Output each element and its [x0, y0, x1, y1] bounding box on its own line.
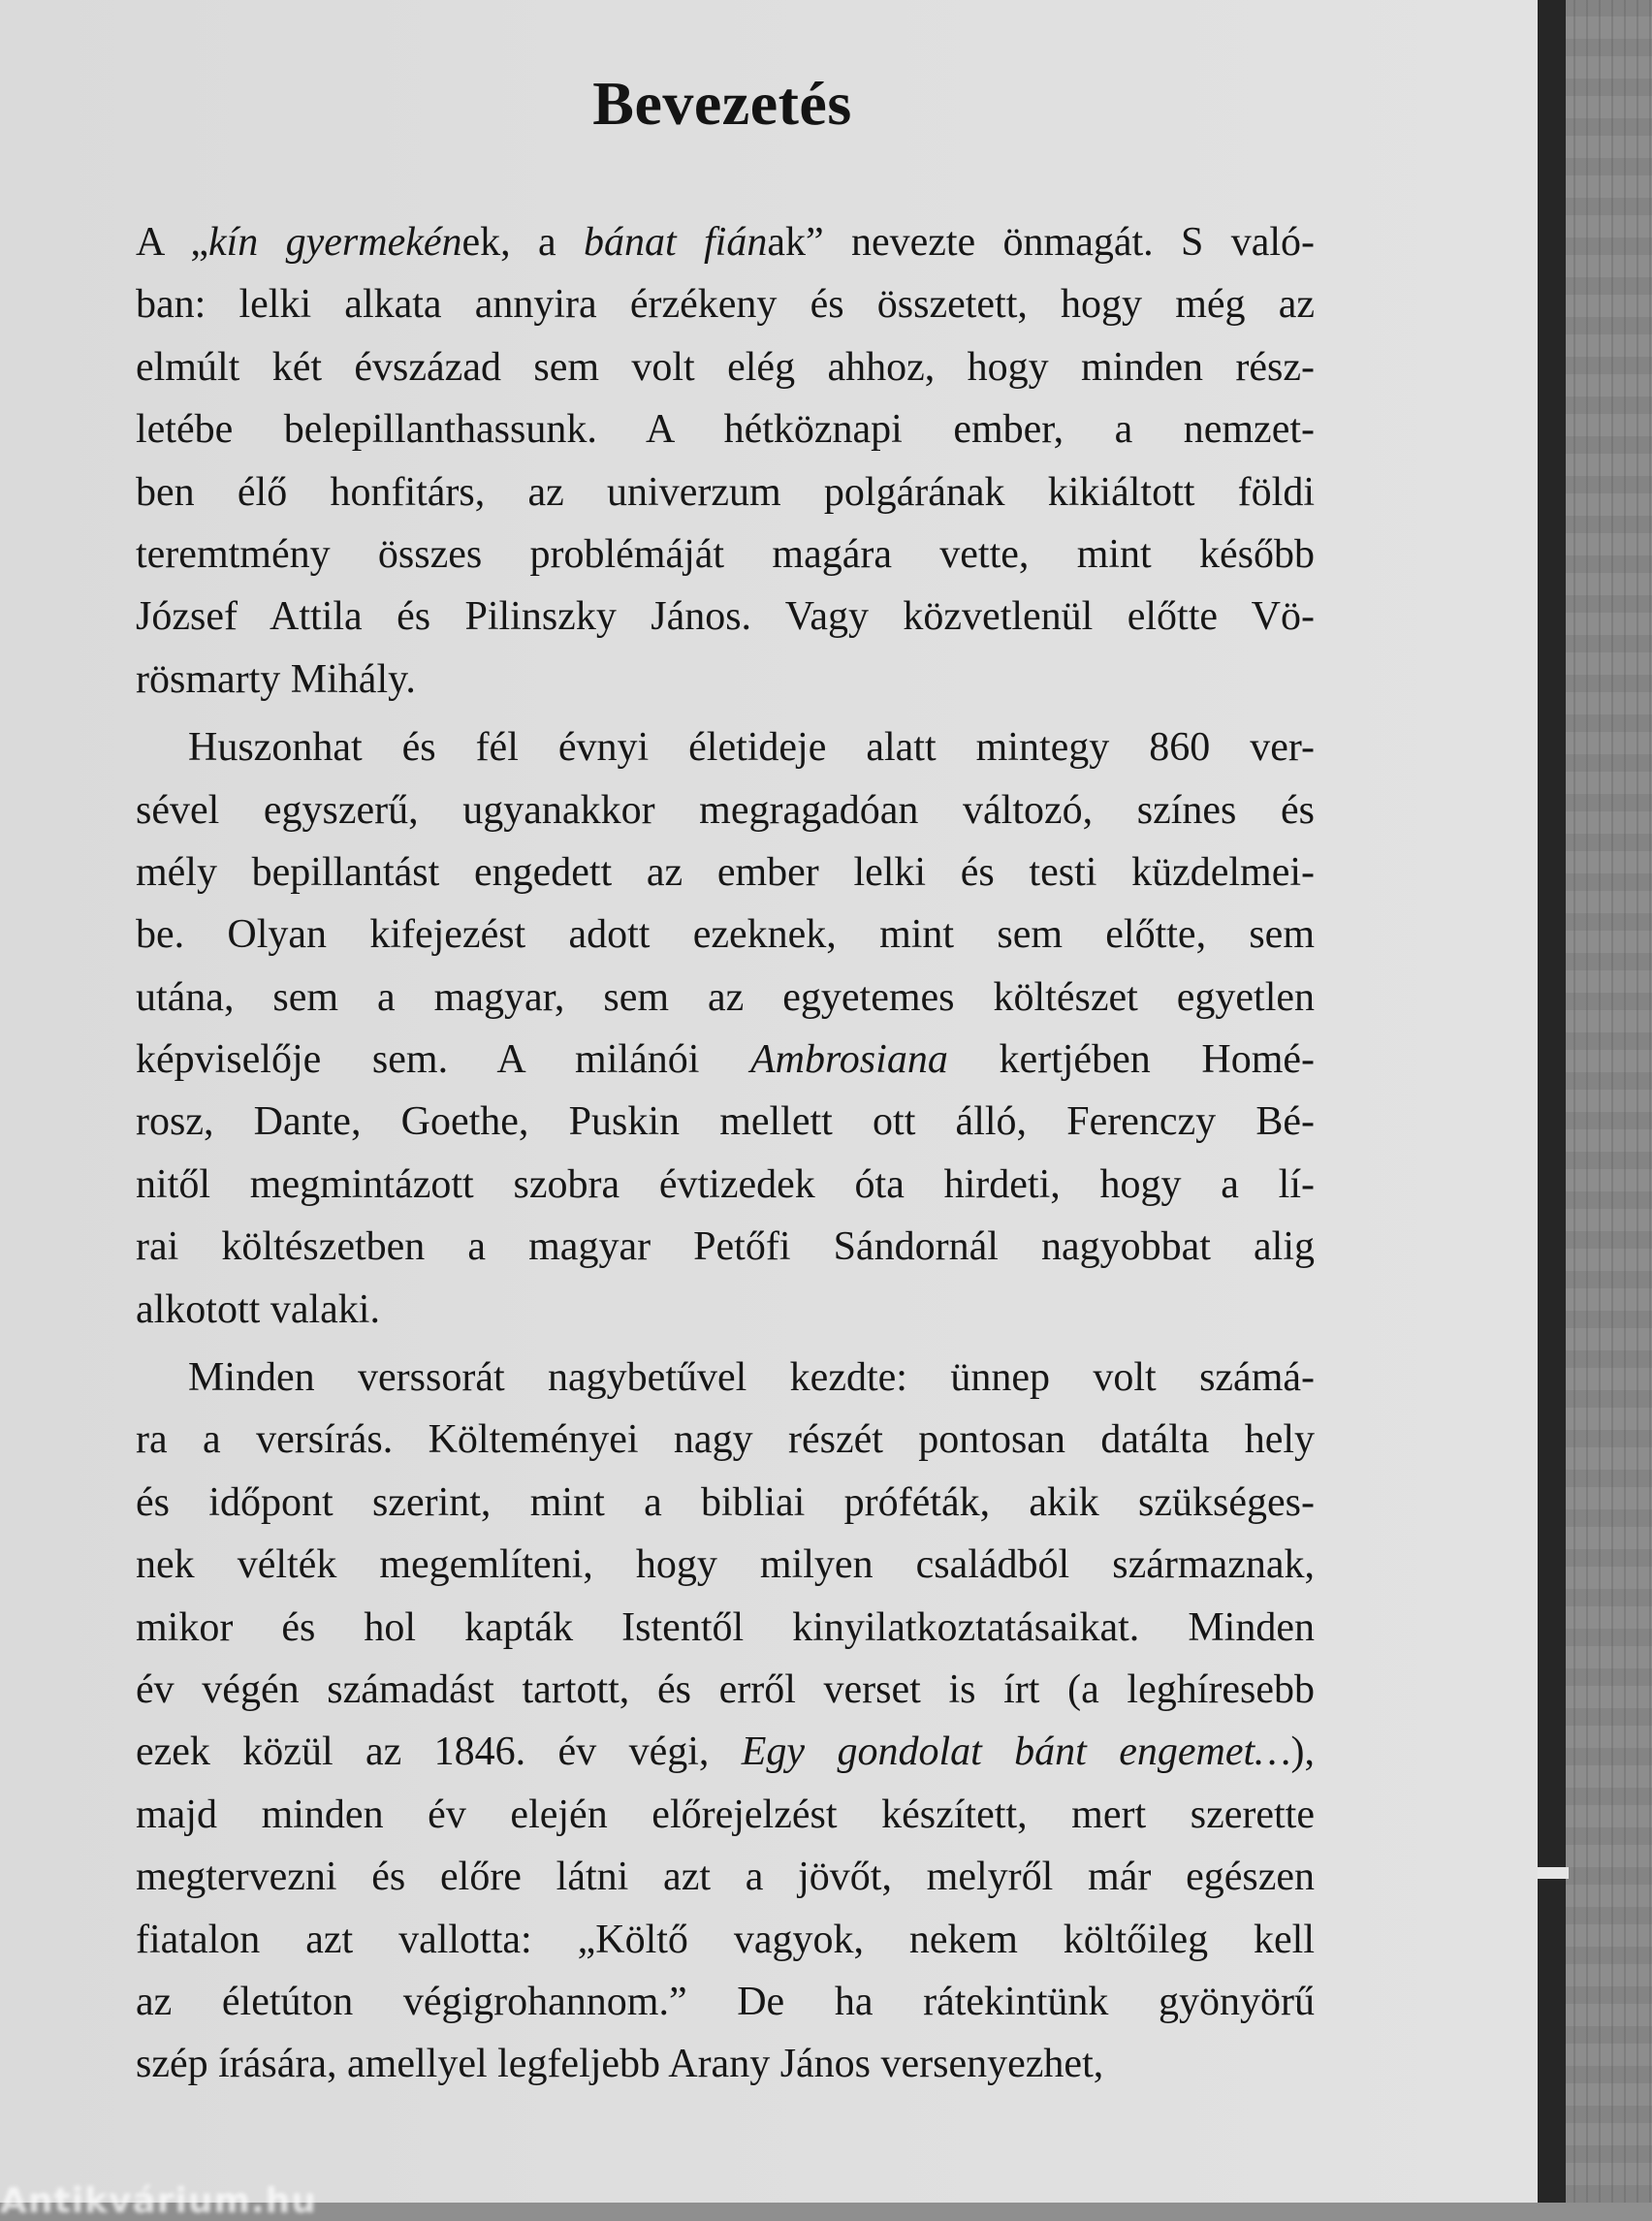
- text-run: rai költészetben a magyar Petőfi Sándornál nagyobbat alig: [136, 1224, 1315, 1270]
- text-run: mély bepillantást engedett az ember lelki és testi küzdelmei-: [136, 849, 1315, 895]
- text-run: rösmarty Mihály.: [136, 656, 416, 702]
- text-line: [136, 1909, 1315, 1971]
- text-run: letébe belepillanthassunk. A hétköznapi ember, a nemzet-: [136, 407, 1315, 453]
- text-line: [136, 524, 1315, 586]
- text-line: [136, 1091, 1315, 1153]
- text-run: képviselője sem. A milánói: [136, 1037, 751, 1083]
- text-line: [136, 1846, 1315, 1908]
- text-run: ezek közül az 1846. év végi,: [136, 1729, 742, 1775]
- text-run: ben élő honfitárs, az univerzum polgárának kikiáltott földi: [136, 469, 1315, 515]
- chapter-title: Bevezetés: [592, 69, 852, 138]
- text-run: József Attila és Pilinszky János. Vagy közvetlenül előtte Vö-: [136, 594, 1315, 640]
- text-run: szép írására, amellyel legfeljebb Arany János versenyezhet,: [136, 2042, 1104, 2087]
- text-line: [136, 461, 1315, 524]
- text-line: [136, 1472, 1315, 1534]
- text-run: sével egyszerű, ugyanakkor megragadóan változó, színes és: [136, 787, 1315, 833]
- italic-text: Ambrosiana: [750, 1037, 948, 1083]
- text-line: [136, 1216, 1315, 1278]
- text-run: megtervezni és előre látni azt a jövőt, melyről már egészen: [136, 1855, 1315, 1900]
- italic-text: kín gyermekén: [208, 220, 462, 265]
- text-line: [136, 841, 1315, 904]
- text-run: be. Olyan kifejezést adott ezeknek, mint sem előtte, sem: [136, 912, 1315, 958]
- text-line: [136, 1279, 1315, 1341]
- text-line: [136, 1154, 1315, 1216]
- text-run: alkotott valaki.: [136, 1286, 380, 1332]
- paragraph: [136, 1347, 1315, 2096]
- text-line: [136, 1784, 1315, 1846]
- text-run: ra a versírás. Költeményei nagy részét pontosan datálta hely: [136, 1417, 1315, 1463]
- text-run: kertjében Homé-: [947, 1037, 1315, 1083]
- text-line: [136, 1534, 1315, 1596]
- italic-text: Egy gondolat bánt engemet…: [741, 1729, 1291, 1775]
- text-line: [136, 904, 1315, 966]
- text-line: [136, 1721, 1315, 1783]
- text-line: [136, 273, 1315, 335]
- text-line: [136, 1029, 1315, 1091]
- paragraph: [136, 211, 1315, 711]
- text-line: [136, 2033, 1315, 2095]
- text-run: Minden verssorát nagybetűvel kezdte: ünnep volt számá-: [188, 1355, 1315, 1401]
- text-run: utána, sem a magyar, sem az egyetemes költészet egyetlen: [136, 974, 1315, 1020]
- text-run: év végén számadást tartott, és erről verset is írt (a leghíresebb: [136, 1666, 1315, 1712]
- text-line: [136, 779, 1315, 841]
- text-line: [136, 1659, 1315, 1721]
- text-line: [136, 1347, 1315, 1409]
- text-run: A „: [136, 220, 208, 265]
- text-run: ak” nevezte önmagát. S való-: [767, 220, 1315, 265]
- background-surface: [1561, 0, 1652, 2203]
- text-line: [136, 336, 1315, 398]
- text-run: ),: [1290, 1729, 1315, 1775]
- text-line: [136, 211, 1315, 273]
- cover-edge-notch: [1537, 1867, 1569, 1879]
- text-run: ban: lelki alkata annyira érzékeny és összetett, hogy még az: [136, 282, 1315, 328]
- body-text: [136, 211, 1315, 2096]
- text-run: nitől megmintázott szobra évtizedek óta hirdeti, hogy a lí-: [136, 1161, 1315, 1207]
- text-run: majd minden év elején előrejelzést készített, mert szerette: [136, 1792, 1315, 1837]
- text-run: és időpont szerint, mint a bibliai próféták, akik szükséges-: [136, 1479, 1315, 1525]
- text-run: az életúton végigrohannom.” De ha rátekintünk gyönyörű: [136, 1979, 1315, 2024]
- text-line: [136, 716, 1315, 778]
- text-line: [136, 649, 1315, 711]
- text-run: elmúlt két évszázad sem volt elég ahhoz, hogy minden rész-: [136, 344, 1315, 390]
- text-run: rosz, Dante, Goethe, Puskin mellett ott álló, Ferenczy Bé-: [136, 1099, 1315, 1145]
- text-line: [136, 1971, 1315, 2033]
- text-line: [136, 1597, 1315, 1659]
- text-run: Huszonhat és fél évnyi életideje alatt mintegy 860 ver-: [188, 725, 1315, 771]
- text-run: teremtmény összes problémáját magára vette, mint később: [136, 531, 1315, 577]
- text-line: [136, 586, 1315, 648]
- paragraph: [136, 716, 1315, 1341]
- text-line: [136, 967, 1315, 1029]
- watermark: Antikvárium.hu: [0, 2181, 317, 2221]
- text-run: ek, a: [461, 220, 584, 265]
- text-run: nek vélték megemlíteni, hogy milyen családból származnak,: [136, 1542, 1315, 1588]
- text-run: mikor és hol kapták Istentől kinyilatkoztatásaikat. Minden: [136, 1604, 1315, 1650]
- text-line: [136, 1409, 1315, 1471]
- italic-text: bánat fián: [584, 220, 768, 265]
- text-line: [136, 398, 1315, 460]
- text-run: fiatalon azt vallotta: „Költő vagyok, nekem költőileg kell: [136, 1917, 1315, 1962]
